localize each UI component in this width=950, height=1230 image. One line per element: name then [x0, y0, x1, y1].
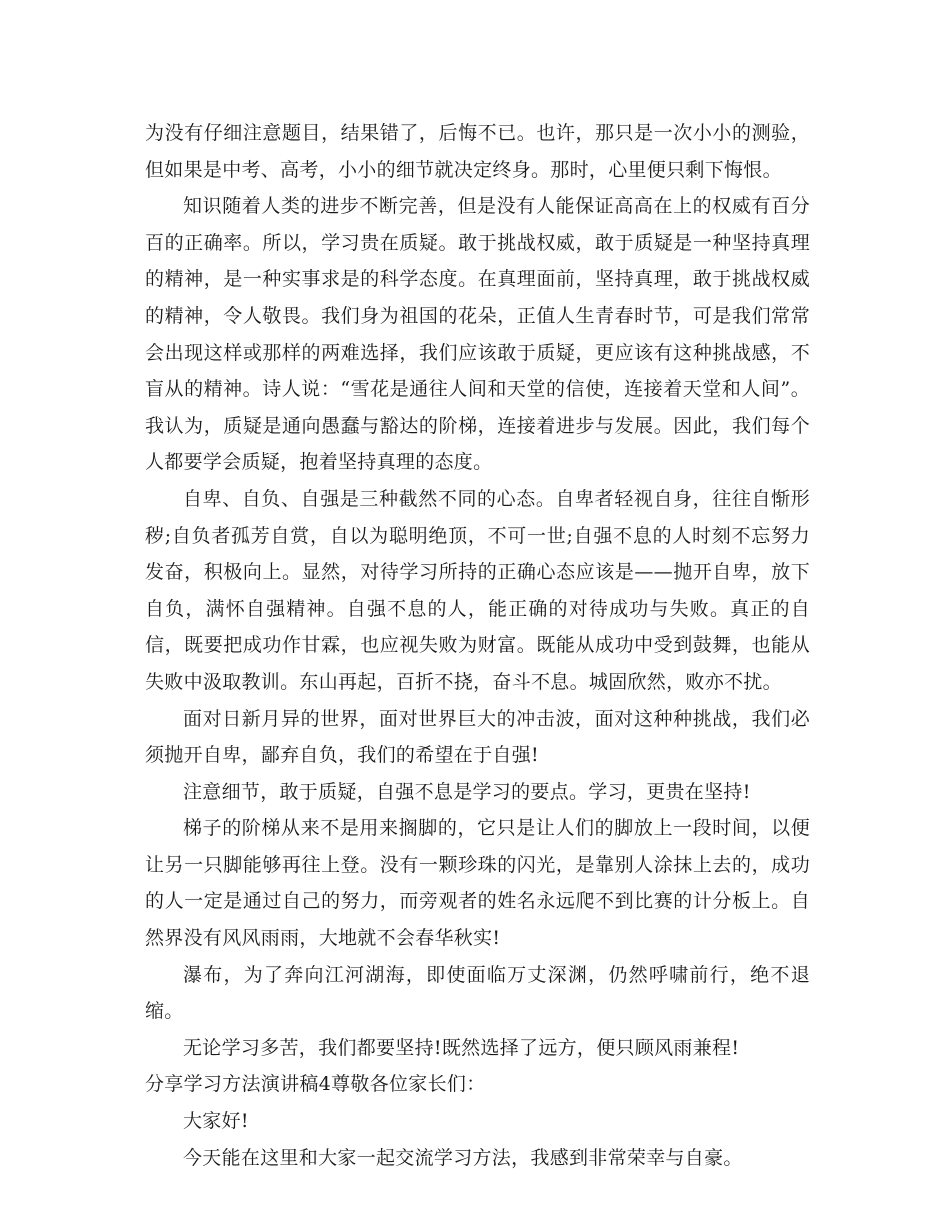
paragraph-8: 无论学习多苦，我们都要坚持!既然选择了远方，便只顾风雨兼程! [183, 1036, 740, 1059]
section-heading: 分享学习方法演讲稿4尊敬各位家长们： [145, 1073, 486, 1096]
greeting-paragraph: 大家好! [183, 1110, 249, 1133]
paragraph-4: 面对日新月异的世界，面对世界巨大的冲击波，面对这种种挑战，我们必须抛开自卑，鄙弃自负，我们的希望在于自强! [145, 707, 810, 767]
document-body [145, 115, 810, 1176]
paragraph-7: 瀑布，为了奔向江河湖海，即使面临万丈深渊，仍然呼啸前行，绝不退缩。 [145, 963, 810, 1023]
paragraph-2: 知识随着人类的进步不断完善，但是没有人能保证高高在上的权威有百分百的正确率。所以，学习贵在质疑。敢于挑战权威，敢于质疑是一种坚持真理的精神，是一种实事求是的科学态度。在真理面前，坚持真理，敢于挑战权威的精神，令人敬畏。我们身为祖国的花朵，正值人生青春时节，可是我们常常会出现这样或那样的两难选择，我们应该敢于质疑，更应该有这种挑战感，不盲从的精神。诗人说：“雪花是通往人间和天堂的信使，连接着天堂和人间”。我认为，质疑是通向愚蠢与豁达的阶梯，连接着进步与发展。因此，我们每个人都要学会质疑，抱着坚持真理的态度。 [145, 195, 810, 474]
paragraph-11: 今天能在这里和大家一起交流学习方法，我感到非常荣幸与自豪。 [183, 1146, 743, 1169]
paragraph-5: 注意细节，敢于质疑，自强不息是学习的要点。学习，更贵在坚持! [183, 780, 751, 803]
paragraph-3: 自卑、自负、自强是三种截然不同的心态。自卑者轻视自身，往往自惭形秽;自负者孤芳自赏，自以为聪明绝顶，不可一世;自强不息的人时刻不忘努力发奋，积极向上。显然，对待学习所持的正确心态应该是——抛开自卑，放下自负，满怀自强精神。自强不息的人，能正确的对待成功与失败。真正的自信，既要把成功作甘霖，也应视失败为财富。既能从成功中受到鼓舞，也能从失败中汲取教训。东山再起，百折不挠，奋斗不息。城固欣然，败亦不扰。 [145, 487, 810, 693]
paragraph-6: 梯子的阶梯从来不是用来搁脚的，它只是让人们的脚放上一段时间，以便让另一只脚能够再往上登。没有一颗珍珠的闪光，是靠别人涂抹上去的，成功的人一定是通过自己的努力，而旁观者的姓名永远爬不到比赛的计分板上。自然界没有风风雨雨，大地就不会春华秋实! [145, 817, 810, 950]
paragraph-1: 为没有仔细注意题目，结果错了，后悔不已。也许，那只是一次小小的测验，但如果是中考、高考，小小的细节就决定终身。那时，心里便只剩下悔恨。 [145, 122, 810, 181]
